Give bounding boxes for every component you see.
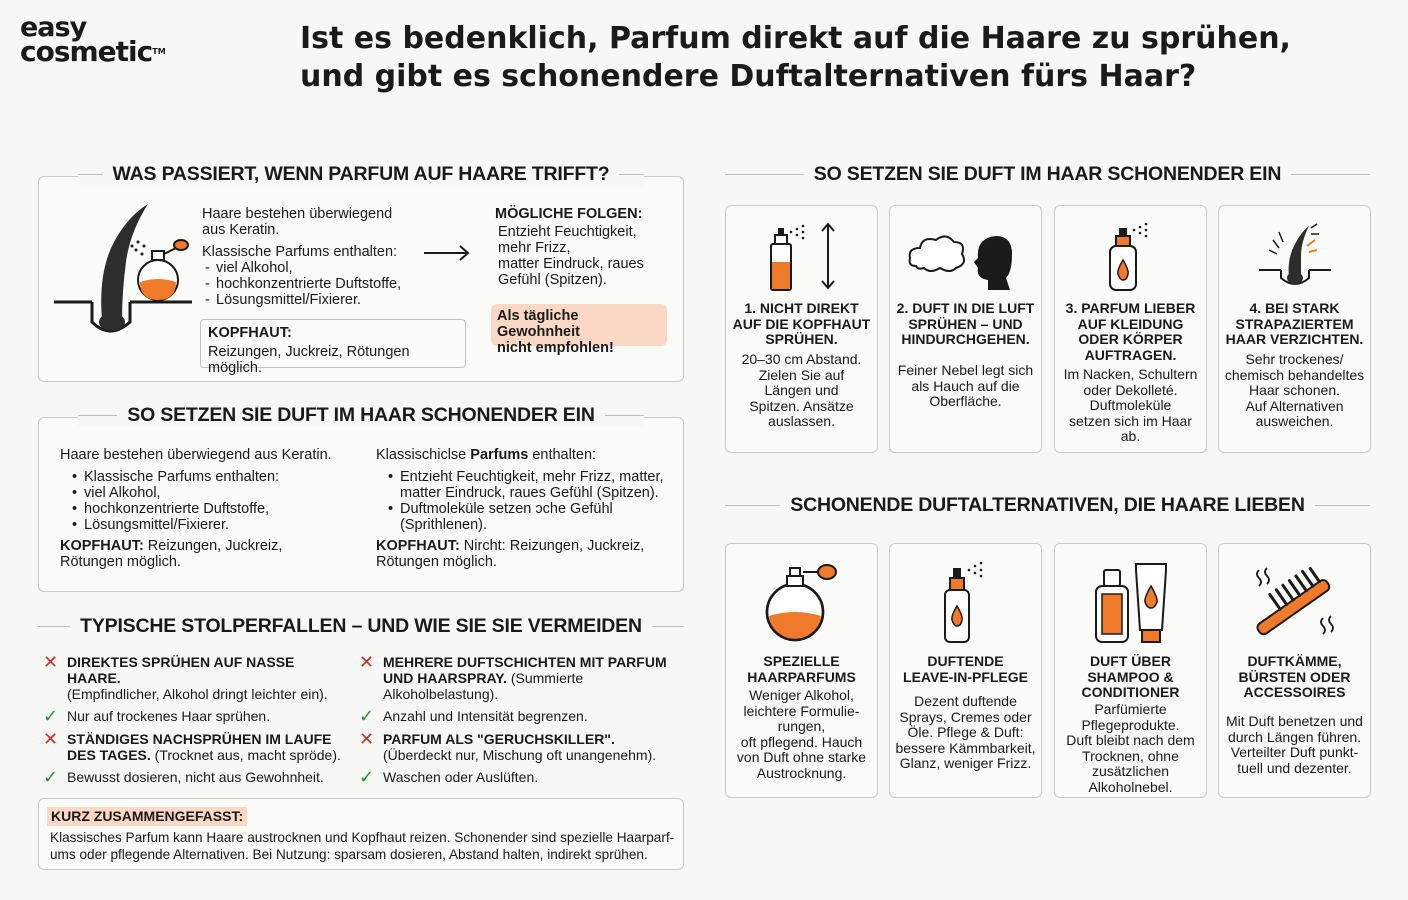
alt-title (1223, 654, 1366, 701)
title-line: 3. PARFUM LIEBER (1065, 300, 1196, 316)
brand-line2-text: cosmetic (20, 35, 153, 68)
section2-heading (78, 404, 644, 427)
intro-line: Haare bestehen überwiegend (202, 206, 393, 222)
check-icon: ✓ (43, 706, 59, 726)
title-line: DUFTKÄMME, (1247, 653, 1342, 669)
warning-line: Als tägliche Gewohnheit (497, 308, 580, 340)
leave-in-spray-icon (931, 560, 1001, 644)
title-line: HAARPARFUMS (747, 668, 856, 685)
hair-perfume-icon (52, 202, 194, 342)
tip-card-4 (1218, 205, 1371, 453)
list-item-line: • Duftmoleküle setzen ɔche Gefühl (400, 501, 613, 517)
check-icon: ✓ (359, 767, 375, 787)
damaged-hair-icon (1255, 220, 1335, 292)
alt-body (1223, 714, 1366, 776)
pitfall-text: (Empfindlicher, Alkohol dringt leichter ein). (67, 686, 328, 702)
perfume-atomizer-icon (757, 562, 847, 644)
right-intro-bold: Parfums (470, 447, 529, 463)
spray-distance-icon (757, 222, 847, 292)
list-item-line: matter Eindruck, raues Gefühl (Spitzen). (400, 485, 659, 501)
section1-intro (202, 206, 401, 308)
pitfall-bold: STÄNDIGES NACHSPRÜHEN IM LAUFE DES TAGES. (67, 731, 332, 763)
consequence-line: Entzieht Feuchtigkeit, (498, 224, 637, 240)
alt-body (730, 688, 873, 781)
body-line: bessere Kämmbarkeit, (895, 739, 1036, 756)
heading-rule (619, 174, 644, 175)
alt-title (894, 654, 1037, 685)
list-item: - hochkonzentrierte Duftstoffe, (202, 276, 401, 292)
body-line: Mit Duft benetzen und (1226, 713, 1363, 729)
classic-label: Klassische Parfums enthalten: (202, 244, 398, 260)
alt-card-4 (1218, 543, 1371, 798)
pitfall-2 (359, 654, 684, 724)
tips-heading (725, 163, 1370, 186)
right-scalp-text: Nircht: Reizungen, Juckreiz, (459, 538, 645, 554)
body-line: Oberfläche. (929, 393, 1002, 409)
heading-rule (652, 626, 684, 627)
body-line: Feiner Nebel legt sich (897, 362, 1034, 378)
right-intro-post: enthalten: (528, 447, 597, 463)
title-line: 2. DUFT IN DIE LUFT (896, 300, 1035, 316)
body-line: Verteilter Duft punkt- (1230, 744, 1359, 760)
alt-card-3 (1054, 543, 1207, 798)
right-intro (376, 447, 676, 463)
pitfall-good: Nur auf trockenes Haar sprühen. (67, 708, 271, 724)
intro-line: aus Keratin. (202, 222, 280, 238)
body-line: als Hauch auf die (911, 377, 1020, 394)
cross-icon: ✕ (43, 729, 59, 749)
list-item: - Lösungsmittel/Fixierer. (202, 292, 401, 308)
body-line: durch Längen führen. (1227, 728, 1362, 745)
tips-heading-text: SO SETZEN SIE DUFT IM HAAR SCHONENDER EIN (813, 163, 1282, 185)
title-line: CONDITIONER (1081, 684, 1180, 700)
body-line: ausweichen. (1255, 413, 1334, 429)
alt-card-1 (725, 543, 878, 798)
left-intro: Haare bestehen überwiegend aus Keratin. (60, 447, 332, 463)
heading-rule (725, 505, 780, 506)
heading-rule (1291, 174, 1370, 175)
title-line: HINDURCHGEHEN. (901, 331, 1030, 347)
title-line: AUF KLEIDUNG (1077, 315, 1184, 332)
page-title (300, 20, 1300, 96)
body-line: leichtere Formulie- (743, 702, 860, 719)
heading-rule (38, 626, 70, 627)
arrow-right-icon (422, 244, 472, 262)
list-item: • Klassische Parfums enthalten: (70, 469, 360, 485)
summary-body (50, 830, 680, 863)
spray-bottle-icon (1096, 222, 1166, 292)
section2-left (60, 447, 360, 570)
list-item (386, 469, 676, 501)
right-scalp-label: KOPFHAUT: (376, 538, 460, 554)
title-line: BÜRSTEN ODER (1238, 668, 1351, 685)
body-line: zusätzlichen (1091, 763, 1170, 779)
heading-rule (605, 415, 644, 416)
body-line: Duftmoleküle (1089, 397, 1172, 413)
page-title-line2: und gibt es schonendere Duftalternativen fürs Haar? (300, 59, 1197, 94)
consequence-line: mehr Frizz, (498, 240, 571, 256)
scalp-box (200, 319, 466, 376)
tip-card-1 (725, 205, 878, 453)
title-line: STRAPAZIERTEM (1235, 315, 1354, 332)
list-item: • Lösungsmittel/Fixierer. (70, 517, 360, 533)
tip-card-2 (889, 205, 1042, 453)
body-line: Längen und (764, 382, 839, 398)
heading-rule (725, 174, 804, 175)
body-line: Öle. Pflege & Duft: (907, 724, 1024, 740)
body-line: Auf Alternativen (1245, 397, 1344, 414)
left-scalp-label: KOPFHAUT: (60, 538, 144, 554)
list-item: - viel Alkohol, (202, 260, 401, 276)
consequences-title: MÖGLICHE FOLGEN: (495, 206, 643, 222)
body-line: setzen sich im Haar (1069, 412, 1192, 429)
title-line: AUF DIE KOPFHAUT (732, 315, 871, 332)
alt-title (1059, 654, 1202, 701)
check-icon: ✓ (43, 767, 59, 787)
body-line: Spitzen. Ansätze (749, 397, 854, 414)
consequences (495, 206, 644, 288)
heading-rule (78, 415, 117, 416)
body-line: 20–30 cm Abstand. (741, 351, 862, 367)
body-line: chemisch behandeltes (1224, 366, 1365, 383)
title-line: 1. NICHT DIREKT (744, 300, 859, 316)
body-line: ab. (1120, 428, 1141, 444)
title-line: 4. BEI STARK (1249, 300, 1340, 316)
left-scalp (60, 538, 360, 554)
heading-rule (78, 174, 103, 175)
left-list (60, 469, 360, 533)
check-icon: ✓ (359, 706, 375, 726)
title-line: SHAMPOO & (1087, 668, 1174, 685)
ingredients-list (202, 260, 401, 308)
body-line: von Duft ohne starke (736, 749, 867, 765)
body-line: Trocknen, ohne (1082, 747, 1179, 764)
pitfalls-heading (38, 615, 684, 638)
section2-right (376, 447, 676, 570)
alt-card-2 (889, 543, 1042, 798)
alt-body (1059, 702, 1202, 795)
list-item: • viel Alkohol, (70, 485, 360, 501)
title-line: SPEZIELLE (763, 653, 840, 669)
title-line: SPRÜHEN. (765, 331, 838, 347)
tip-title (730, 301, 873, 348)
warning-line: nicht empfohlen! (497, 340, 614, 356)
summary-line: Klassisches Parfum kann Haare austrocknen und Kopfhaut reizen. Schonender sind spezielle Haarparf- (50, 830, 675, 845)
alt-title (730, 654, 873, 685)
pitfall-1 (43, 654, 348, 724)
right-scalp (376, 538, 676, 554)
pitfall-bold: MEHRERE DUFTSCHICHTEN MIT PARFUM UND HAARSPRAY. (383, 654, 667, 686)
body-line: Im Nacken, Schultern (1063, 366, 1198, 382)
pitfall-good: Waschen oder Auslüften. (383, 769, 539, 785)
section2-heading-text: SO SETZEN SIE DUFT IM HAAR SCHONENDER EIN (127, 404, 595, 426)
cross-icon: ✕ (43, 652, 59, 672)
left-scalp-text2: Rötungen möglich. (60, 554, 181, 570)
warning-badge (491, 304, 667, 356)
tip-card-3 (1054, 205, 1207, 453)
cross-icon: ✕ (359, 652, 375, 672)
pitfall-text: (Überdeckt nur, Mischung oft unangenehm). (383, 747, 657, 763)
right-list (376, 469, 676, 533)
list-item: • hochkonzentrierte Duftstoffe, (70, 501, 360, 517)
pitfall-good: Anzahl und Intensität begrenzen. (383, 708, 588, 724)
page-title-line1: Ist es bedenklich, Parfum direkt auf die Haare zu sprühen, (300, 21, 1291, 56)
body-line: Glanz, weniger Frizz. (899, 755, 1032, 771)
cloud-person-icon (906, 228, 1026, 292)
tip-body (1223, 352, 1366, 430)
title-line: SPRÜHEN – UND (908, 315, 1023, 332)
body-line: Pflegeprodukte. (1081, 716, 1180, 733)
body-line: oder Dekolleté. (1083, 381, 1178, 398)
title-line: HAAR VERZICHTEN. (1225, 331, 1364, 347)
title-line: LEAVE-IN-PFLEGE (903, 668, 1028, 685)
title-line: ACCESSOIRES (1243, 684, 1346, 700)
pitfalls-heading-text: TYPISCHE STOLPERFALLEN – UND WIE SIE SIE VERMEIDEN (80, 615, 642, 637)
body-line: Austrocknung. (756, 764, 847, 781)
tip-title (1059, 301, 1202, 363)
section1-heading (78, 163, 644, 186)
body-line: auslassen. (768, 413, 835, 429)
tip-body (730, 352, 873, 430)
brand-line2 (20, 35, 166, 68)
shampoo-conditioner-icon (1086, 560, 1176, 644)
pitfall-text: (Trocknet aus, macht spröde). (150, 747, 341, 763)
title-line: ODER KÖRPER (1078, 331, 1183, 347)
right-intro-pre: Klassischiclse (376, 447, 471, 463)
list-item (386, 501, 676, 533)
alt-body (894, 694, 1037, 772)
body-line: Weniger Alkohol, (749, 687, 854, 703)
body-line: tuell und dezenter. (1237, 759, 1352, 776)
pitfall-text: (Summierte Alkoholbelastung). (383, 670, 584, 702)
section1-heading-text: WAS PASSIERT, WENN PARFUM AUF HAARE TRIFFT? (112, 163, 610, 185)
title-line: AUFTRAGEN. (1084, 346, 1177, 363)
cross-icon: ✕ (359, 729, 375, 749)
body-line: Sehr trockenes/ (1245, 351, 1344, 367)
pitfall-3 (43, 731, 348, 785)
title-line: DUFTENDE (927, 653, 1004, 669)
scented-comb-icon (1245, 566, 1345, 642)
pitfall-good: Bewusst dosieren, nicht aus Gewohnheit. (67, 769, 324, 785)
body-line: Duft bleibt nach dem (1066, 732, 1195, 748)
body-line: Dezent duftende (914, 693, 1017, 709)
body-line: oft pflegend. Hauch (740, 733, 863, 750)
body-line: Sprays, Cremes oder (899, 708, 1032, 725)
summary-label: KURZ ZUSAMMENGEFASST: (47, 807, 247, 826)
summary-box (38, 798, 684, 870)
pitfall-bold: DIREKTES SPRÜHEN AUF NASSE HAARE. (67, 654, 295, 686)
pitfall-4 (359, 731, 684, 785)
heading-rule (1315, 505, 1370, 506)
right-scalp-text2: Rötungen möglich. (376, 554, 497, 570)
tip-title (894, 301, 1037, 348)
tip-body (894, 363, 1037, 410)
list-item-line: (Sprithlenen). (400, 517, 488, 533)
body-line: Haar schonen. (1248, 382, 1341, 398)
tip-body (1059, 367, 1202, 445)
scalp-text: Reizungen, Juckreiz, Rötungen möglich. (208, 344, 410, 376)
scalp-title: KOPFHAUT: (208, 325, 292, 341)
body-line: Parfümierte (1094, 701, 1167, 717)
left-scalp-text: Reizungen, Juckreiz, (143, 538, 283, 554)
consequence-line: matter Eindruck, raues (498, 256, 644, 272)
tip-title (1223, 301, 1366, 348)
list-item-line: • Entzieht Feuchtigkeit, mehr Frizz, matter, (400, 469, 664, 485)
brand-line1: easy (20, 12, 87, 43)
brand-logo (20, 12, 166, 68)
consequence-line: Gefühl (Spitzen). (498, 272, 607, 288)
pitfall-bold: PARFUM ALS "GERUCHSKILLER". (383, 731, 615, 747)
title-line: DUFT ÜBER (1090, 653, 1171, 669)
summary-line: ums oder pflegende Alternativen. Bei Nutzung: sparsam dosieren, Abstand halten, indirekt sprühen. (50, 846, 648, 862)
alternatives-heading-text: SCHONENDE DUFTALTERNATIVEN, DIE HAARE LIEBEN (790, 494, 1305, 516)
trademark: TM (152, 47, 166, 56)
alternatives-heading (725, 494, 1370, 517)
body-line: Alkoholnebel. (1088, 778, 1173, 795)
body-line: rungen, (777, 718, 826, 734)
body-line: Zielen Sie auf (758, 366, 845, 383)
